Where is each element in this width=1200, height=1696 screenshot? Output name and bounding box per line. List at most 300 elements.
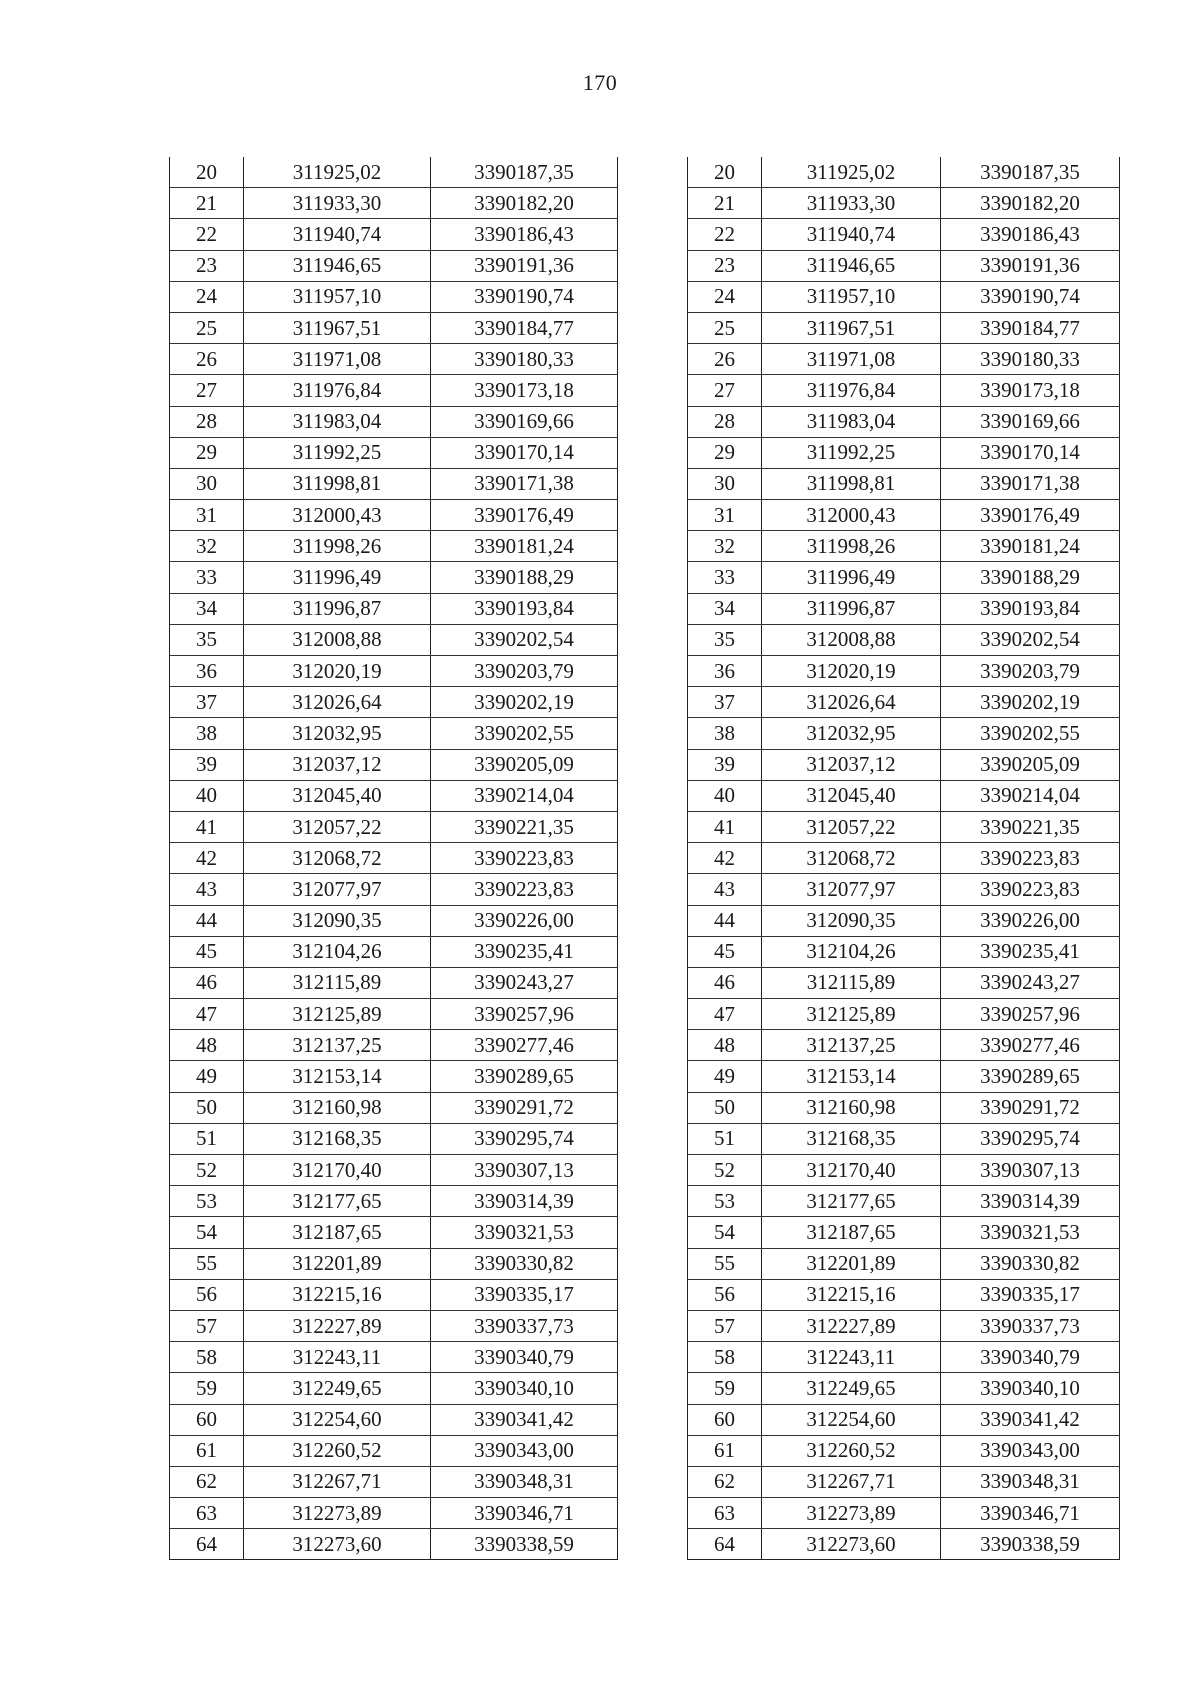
y-coordinate-cell: 3390176,49 <box>431 500 618 531</box>
y-coordinate-cell: 3390291,72 <box>941 1092 1120 1123</box>
table-row <box>170 1310 618 1341</box>
table-row <box>688 687 1120 718</box>
point-number-cell: 48 <box>688 1030 762 1061</box>
table-row <box>170 406 618 437</box>
point-number-cell: 42 <box>688 843 762 874</box>
table-row <box>688 1061 1120 1092</box>
table-row <box>688 967 1120 998</box>
table-body <box>688 157 1120 1560</box>
point-number-cell: 46 <box>688 967 762 998</box>
x-coordinate-cell: 311983,04 <box>762 406 941 437</box>
point-number-cell: 22 <box>170 219 244 250</box>
y-coordinate-cell: 3390295,74 <box>941 1123 1120 1154</box>
y-coordinate-cell: 3390191,36 <box>941 250 1120 281</box>
table-row <box>170 593 618 624</box>
table-row <box>170 967 618 998</box>
point-number-cell: 48 <box>170 1030 244 1061</box>
y-coordinate-cell: 3390223,83 <box>941 874 1120 905</box>
x-coordinate-cell: 312153,14 <box>244 1061 431 1092</box>
x-coordinate-cell: 312254,60 <box>762 1404 941 1435</box>
table-row <box>688 1155 1120 1186</box>
y-coordinate-cell: 3390202,19 <box>941 687 1120 718</box>
x-coordinate-cell: 312227,89 <box>244 1310 431 1341</box>
coordinates-table-right <box>687 157 1120 1560</box>
y-coordinate-cell: 3390169,66 <box>431 406 618 437</box>
x-coordinate-cell: 312187,65 <box>244 1217 431 1248</box>
y-coordinate-cell: 3390340,10 <box>431 1373 618 1404</box>
table-row <box>170 843 618 874</box>
point-number-cell: 21 <box>688 188 762 219</box>
y-coordinate-cell: 3390307,13 <box>941 1155 1120 1186</box>
x-coordinate-cell: 311996,49 <box>762 562 941 593</box>
x-coordinate-cell: 312273,89 <box>762 1498 941 1529</box>
point-number-cell: 63 <box>688 1498 762 1529</box>
point-number-cell: 25 <box>688 312 762 343</box>
x-coordinate-cell: 312115,89 <box>244 967 431 998</box>
x-coordinate-cell: 312168,35 <box>762 1123 941 1154</box>
table-row <box>688 1186 1120 1217</box>
y-coordinate-cell: 3390202,19 <box>431 687 618 718</box>
point-number-cell: 44 <box>170 905 244 936</box>
point-number-cell: 62 <box>688 1466 762 1497</box>
table-row <box>170 219 618 250</box>
x-coordinate-cell: 312170,40 <box>244 1155 431 1186</box>
x-coordinate-cell: 311996,49 <box>244 562 431 593</box>
table-row <box>688 1529 1120 1560</box>
x-coordinate-cell: 311983,04 <box>244 406 431 437</box>
point-number-cell: 26 <box>170 344 244 375</box>
table-row <box>170 188 618 219</box>
y-coordinate-cell: 3390346,71 <box>941 1498 1120 1529</box>
point-number-cell: 47 <box>170 999 244 1030</box>
point-number-cell: 58 <box>170 1342 244 1373</box>
y-coordinate-cell: 3390337,73 <box>941 1310 1120 1341</box>
y-coordinate-cell: 3390346,71 <box>431 1498 618 1529</box>
table-row <box>170 437 618 468</box>
point-number-cell: 63 <box>170 1498 244 1529</box>
y-coordinate-cell: 3390188,29 <box>431 562 618 593</box>
point-number-cell: 37 <box>170 687 244 718</box>
point-number-cell: 39 <box>170 749 244 780</box>
table-row <box>688 375 1120 406</box>
point-number-cell: 49 <box>170 1061 244 1092</box>
table-row <box>170 500 618 531</box>
x-coordinate-cell: 311933,30 <box>762 188 941 219</box>
table-row <box>688 312 1120 343</box>
y-coordinate-cell: 3390203,79 <box>431 656 618 687</box>
x-coordinate-cell: 312057,22 <box>762 811 941 842</box>
table-row <box>688 843 1120 874</box>
point-number-cell: 39 <box>688 749 762 780</box>
x-coordinate-cell: 311976,84 <box>244 375 431 406</box>
y-coordinate-cell: 3390277,46 <box>941 1030 1120 1061</box>
table-row <box>688 157 1120 188</box>
x-coordinate-cell: 312032,95 <box>762 718 941 749</box>
point-number-cell: 23 <box>688 250 762 281</box>
x-coordinate-cell: 312168,35 <box>244 1123 431 1154</box>
x-coordinate-cell: 311957,10 <box>762 281 941 312</box>
y-coordinate-cell: 3390340,10 <box>941 1373 1120 1404</box>
x-coordinate-cell: 311946,65 <box>762 250 941 281</box>
x-coordinate-cell: 312273,89 <box>244 1498 431 1529</box>
point-number-cell: 55 <box>688 1248 762 1279</box>
table-row <box>688 406 1120 437</box>
point-number-cell: 25 <box>170 312 244 343</box>
x-coordinate-cell: 311992,25 <box>244 437 431 468</box>
y-coordinate-cell: 3390348,31 <box>941 1466 1120 1497</box>
point-number-cell: 20 <box>688 157 762 188</box>
x-coordinate-cell: 312045,40 <box>762 780 941 811</box>
table-row <box>170 281 618 312</box>
y-coordinate-cell: 3390314,39 <box>941 1186 1120 1217</box>
point-number-cell: 42 <box>170 843 244 874</box>
y-coordinate-cell: 3390307,13 <box>431 1155 618 1186</box>
x-coordinate-cell: 312260,52 <box>244 1435 431 1466</box>
y-coordinate-cell: 3390181,24 <box>941 531 1120 562</box>
y-coordinate-cell: 3390277,46 <box>431 1030 618 1061</box>
table-row <box>688 1404 1120 1435</box>
table-row <box>688 1310 1120 1341</box>
table-row <box>170 874 618 905</box>
y-coordinate-cell: 3390202,55 <box>941 718 1120 749</box>
y-coordinate-cell: 3390202,54 <box>941 624 1120 655</box>
point-number-cell: 37 <box>688 687 762 718</box>
point-number-cell: 44 <box>688 905 762 936</box>
x-coordinate-cell: 311976,84 <box>762 375 941 406</box>
point-number-cell: 61 <box>170 1435 244 1466</box>
y-coordinate-cell: 3390223,83 <box>431 843 618 874</box>
table-row <box>170 344 618 375</box>
point-number-cell: 34 <box>688 593 762 624</box>
x-coordinate-cell: 312170,40 <box>762 1155 941 1186</box>
table-row <box>688 562 1120 593</box>
table-row <box>688 656 1120 687</box>
point-number-cell: 31 <box>170 500 244 531</box>
y-coordinate-cell: 3390173,18 <box>431 375 618 406</box>
table-row <box>688 780 1120 811</box>
point-number-cell: 38 <box>688 718 762 749</box>
y-coordinate-cell: 3390289,65 <box>431 1061 618 1092</box>
y-coordinate-cell: 3390186,43 <box>431 219 618 250</box>
y-coordinate-cell: 3390343,00 <box>941 1435 1120 1466</box>
point-number-cell: 64 <box>170 1529 244 1560</box>
x-coordinate-cell: 311925,02 <box>762 157 941 188</box>
y-coordinate-cell: 3390295,74 <box>431 1123 618 1154</box>
y-coordinate-cell: 3390171,38 <box>431 468 618 499</box>
point-number-cell: 61 <box>688 1435 762 1466</box>
table-row <box>170 1529 618 1560</box>
x-coordinate-cell: 311933,30 <box>244 188 431 219</box>
point-number-cell: 53 <box>170 1186 244 1217</box>
point-number-cell: 36 <box>170 656 244 687</box>
table-row <box>688 531 1120 562</box>
x-coordinate-cell: 312045,40 <box>244 780 431 811</box>
point-number-cell: 38 <box>170 718 244 749</box>
x-coordinate-cell: 312057,22 <box>244 811 431 842</box>
point-number-cell: 64 <box>688 1529 762 1560</box>
y-coordinate-cell: 3390291,72 <box>431 1092 618 1123</box>
x-coordinate-cell: 312249,65 <box>244 1373 431 1404</box>
y-coordinate-cell: 3390235,41 <box>431 936 618 967</box>
point-number-cell: 28 <box>688 406 762 437</box>
table-row <box>688 1279 1120 1310</box>
y-coordinate-cell: 3390203,79 <box>941 656 1120 687</box>
x-coordinate-cell: 312273,60 <box>244 1529 431 1560</box>
point-number-cell: 54 <box>170 1217 244 1248</box>
y-coordinate-cell: 3390235,41 <box>941 936 1120 967</box>
x-coordinate-cell: 312215,16 <box>762 1279 941 1310</box>
table-row <box>170 1186 618 1217</box>
x-coordinate-cell: 312000,43 <box>762 500 941 531</box>
y-coordinate-cell: 3390171,38 <box>941 468 1120 499</box>
y-coordinate-cell: 3390184,77 <box>431 312 618 343</box>
point-number-cell: 43 <box>170 874 244 905</box>
point-number-cell: 40 <box>170 780 244 811</box>
table-row <box>688 344 1120 375</box>
x-coordinate-cell: 312177,65 <box>762 1186 941 1217</box>
x-coordinate-cell: 312077,97 <box>762 874 941 905</box>
y-coordinate-cell: 3390257,96 <box>431 999 618 1030</box>
table-row <box>170 1498 618 1529</box>
table-row <box>170 1123 618 1154</box>
point-number-cell: 62 <box>170 1466 244 1497</box>
table-row <box>170 1404 618 1435</box>
point-number-cell: 56 <box>170 1279 244 1310</box>
table-row <box>688 1123 1120 1154</box>
table-row <box>170 811 618 842</box>
x-coordinate-cell: 312201,89 <box>762 1248 941 1279</box>
table-row <box>170 656 618 687</box>
table-row <box>688 1217 1120 1248</box>
table-row <box>170 157 618 188</box>
point-number-cell: 31 <box>688 500 762 531</box>
point-number-cell: 43 <box>688 874 762 905</box>
x-coordinate-cell: 312000,43 <box>244 500 431 531</box>
point-number-cell: 33 <box>688 562 762 593</box>
table-row <box>170 375 618 406</box>
x-coordinate-cell: 312115,89 <box>762 967 941 998</box>
y-coordinate-cell: 3390314,39 <box>431 1186 618 1217</box>
y-coordinate-cell: 3390243,27 <box>431 967 618 998</box>
y-coordinate-cell: 3390169,66 <box>941 406 1120 437</box>
x-coordinate-cell: 312125,89 <box>244 999 431 1030</box>
table-row <box>688 1373 1120 1404</box>
table-row <box>170 250 618 281</box>
table-row <box>688 1342 1120 1373</box>
y-coordinate-cell: 3390202,55 <box>431 718 618 749</box>
point-number-cell: 36 <box>688 656 762 687</box>
table-row <box>170 1217 618 1248</box>
x-coordinate-cell: 311998,81 <box>244 468 431 499</box>
x-coordinate-cell: 311996,87 <box>244 593 431 624</box>
y-coordinate-cell: 3390180,33 <box>431 344 618 375</box>
point-number-cell: 40 <box>688 780 762 811</box>
y-coordinate-cell: 3390226,00 <box>941 905 1120 936</box>
y-coordinate-cell: 3390221,35 <box>431 811 618 842</box>
point-number-cell: 52 <box>170 1155 244 1186</box>
x-coordinate-cell: 312254,60 <box>244 1404 431 1435</box>
y-coordinate-cell: 3390341,42 <box>431 1404 618 1435</box>
point-number-cell: 54 <box>688 1217 762 1248</box>
y-coordinate-cell: 3390348,31 <box>431 1466 618 1497</box>
point-number-cell: 35 <box>688 624 762 655</box>
point-number-cell: 50 <box>170 1092 244 1123</box>
point-number-cell: 29 <box>170 437 244 468</box>
x-coordinate-cell: 312243,11 <box>762 1342 941 1373</box>
table-row <box>170 687 618 718</box>
point-number-cell: 50 <box>688 1092 762 1123</box>
x-coordinate-cell: 312008,88 <box>762 624 941 655</box>
x-coordinate-cell: 312104,26 <box>762 936 941 967</box>
point-number-cell: 41 <box>170 811 244 842</box>
y-coordinate-cell: 3390182,20 <box>941 188 1120 219</box>
x-coordinate-cell: 312026,64 <box>244 687 431 718</box>
x-coordinate-cell: 311967,51 <box>762 312 941 343</box>
x-coordinate-cell: 312090,35 <box>244 905 431 936</box>
x-coordinate-cell: 311967,51 <box>244 312 431 343</box>
y-coordinate-cell: 3390338,59 <box>431 1529 618 1560</box>
table-row <box>170 1061 618 1092</box>
x-coordinate-cell: 312125,89 <box>762 999 941 1030</box>
x-coordinate-cell: 311940,74 <box>762 219 941 250</box>
point-number-cell: 30 <box>170 468 244 499</box>
y-coordinate-cell: 3390343,00 <box>431 1435 618 1466</box>
point-number-cell: 53 <box>688 1186 762 1217</box>
x-coordinate-cell: 311971,08 <box>244 344 431 375</box>
point-number-cell: 35 <box>170 624 244 655</box>
x-coordinate-cell: 312267,71 <box>762 1466 941 1497</box>
table-row <box>688 1092 1120 1123</box>
table-row <box>688 500 1120 531</box>
y-coordinate-cell: 3390337,73 <box>431 1310 618 1341</box>
table-row <box>170 312 618 343</box>
y-coordinate-cell: 3390340,79 <box>431 1342 618 1373</box>
point-number-cell: 45 <box>170 936 244 967</box>
x-coordinate-cell: 312008,88 <box>244 624 431 655</box>
table-body <box>170 157 618 1560</box>
x-coordinate-cell: 312177,65 <box>244 1186 431 1217</box>
point-number-cell: 34 <box>170 593 244 624</box>
x-coordinate-cell: 312032,95 <box>244 718 431 749</box>
point-number-cell: 24 <box>170 281 244 312</box>
x-coordinate-cell: 312068,72 <box>244 843 431 874</box>
x-coordinate-cell: 312249,65 <box>762 1373 941 1404</box>
point-number-cell: 55 <box>170 1248 244 1279</box>
x-coordinate-cell: 312020,19 <box>244 656 431 687</box>
x-coordinate-cell: 312267,71 <box>244 1466 431 1497</box>
table-row <box>688 219 1120 250</box>
table-row <box>688 718 1120 749</box>
x-coordinate-cell: 311998,26 <box>244 531 431 562</box>
y-coordinate-cell: 3390173,18 <box>941 375 1120 406</box>
x-coordinate-cell: 312020,19 <box>762 656 941 687</box>
point-number-cell: 49 <box>688 1061 762 1092</box>
y-coordinate-cell: 3390321,53 <box>431 1217 618 1248</box>
y-coordinate-cell: 3390335,17 <box>431 1279 618 1310</box>
table-row <box>688 936 1120 967</box>
table-row <box>688 1498 1120 1529</box>
table-row <box>170 1279 618 1310</box>
y-coordinate-cell: 3390190,74 <box>941 281 1120 312</box>
y-coordinate-cell: 3390188,29 <box>941 562 1120 593</box>
y-coordinate-cell: 3390190,74 <box>431 281 618 312</box>
table-row <box>170 531 618 562</box>
y-coordinate-cell: 3390186,43 <box>941 219 1120 250</box>
y-coordinate-cell: 3390205,09 <box>431 749 618 780</box>
x-coordinate-cell: 312137,25 <box>244 1030 431 1061</box>
table-row <box>170 905 618 936</box>
y-coordinate-cell: 3390226,00 <box>431 905 618 936</box>
x-coordinate-cell: 312160,98 <box>244 1092 431 1123</box>
point-number-cell: 22 <box>688 219 762 250</box>
table-row <box>170 749 618 780</box>
x-coordinate-cell: 312160,98 <box>762 1092 941 1123</box>
table-row <box>688 1435 1120 1466</box>
x-coordinate-cell: 312137,25 <box>762 1030 941 1061</box>
x-coordinate-cell: 312273,60 <box>762 1529 941 1560</box>
x-coordinate-cell: 312215,16 <box>244 1279 431 1310</box>
y-coordinate-cell: 3390289,65 <box>941 1061 1120 1092</box>
x-coordinate-cell: 311946,65 <box>244 250 431 281</box>
table-row <box>170 1248 618 1279</box>
y-coordinate-cell: 3390330,82 <box>431 1248 618 1279</box>
x-coordinate-cell: 312090,35 <box>762 905 941 936</box>
point-number-cell: 51 <box>688 1123 762 1154</box>
x-coordinate-cell: 312243,11 <box>244 1342 431 1373</box>
y-coordinate-cell: 3390170,14 <box>941 437 1120 468</box>
table-row <box>688 188 1120 219</box>
point-number-cell: 60 <box>688 1404 762 1435</box>
y-coordinate-cell: 3390193,84 <box>431 593 618 624</box>
x-coordinate-cell: 311998,81 <box>762 468 941 499</box>
point-number-cell: 32 <box>688 531 762 562</box>
page-number: 170 <box>582 70 618 95</box>
table-row <box>688 281 1120 312</box>
x-coordinate-cell: 311996,87 <box>762 593 941 624</box>
point-number-cell: 24 <box>688 281 762 312</box>
y-coordinate-cell: 3390335,17 <box>941 1279 1120 1310</box>
table-row <box>688 593 1120 624</box>
y-coordinate-cell: 3390321,53 <box>941 1217 1120 1248</box>
y-coordinate-cell: 3390202,54 <box>431 624 618 655</box>
table-row <box>170 780 618 811</box>
y-coordinate-cell: 3390187,35 <box>941 157 1120 188</box>
table-row <box>170 562 618 593</box>
point-number-cell: 29 <box>688 437 762 468</box>
table-row <box>688 1030 1120 1061</box>
y-coordinate-cell: 3390184,77 <box>941 312 1120 343</box>
table-row <box>688 749 1120 780</box>
table-row <box>688 1248 1120 1279</box>
point-number-cell: 52 <box>688 1155 762 1186</box>
point-number-cell: 59 <box>170 1373 244 1404</box>
y-coordinate-cell: 3390221,35 <box>941 811 1120 842</box>
coordinates-table-left <box>169 157 618 1560</box>
y-coordinate-cell: 3390338,59 <box>941 1529 1120 1560</box>
x-coordinate-cell: 312037,12 <box>244 749 431 780</box>
point-number-cell: 47 <box>688 999 762 1030</box>
point-number-cell: 27 <box>688 375 762 406</box>
table-row <box>170 1342 618 1373</box>
y-coordinate-cell: 3390340,79 <box>941 1342 1120 1373</box>
table-row <box>170 1466 618 1497</box>
x-coordinate-cell: 312187,65 <box>762 1217 941 1248</box>
table-row <box>688 999 1120 1030</box>
x-coordinate-cell: 312068,72 <box>762 843 941 874</box>
point-number-cell: 59 <box>688 1373 762 1404</box>
x-coordinate-cell: 311925,02 <box>244 157 431 188</box>
y-coordinate-cell: 3390181,24 <box>431 531 618 562</box>
